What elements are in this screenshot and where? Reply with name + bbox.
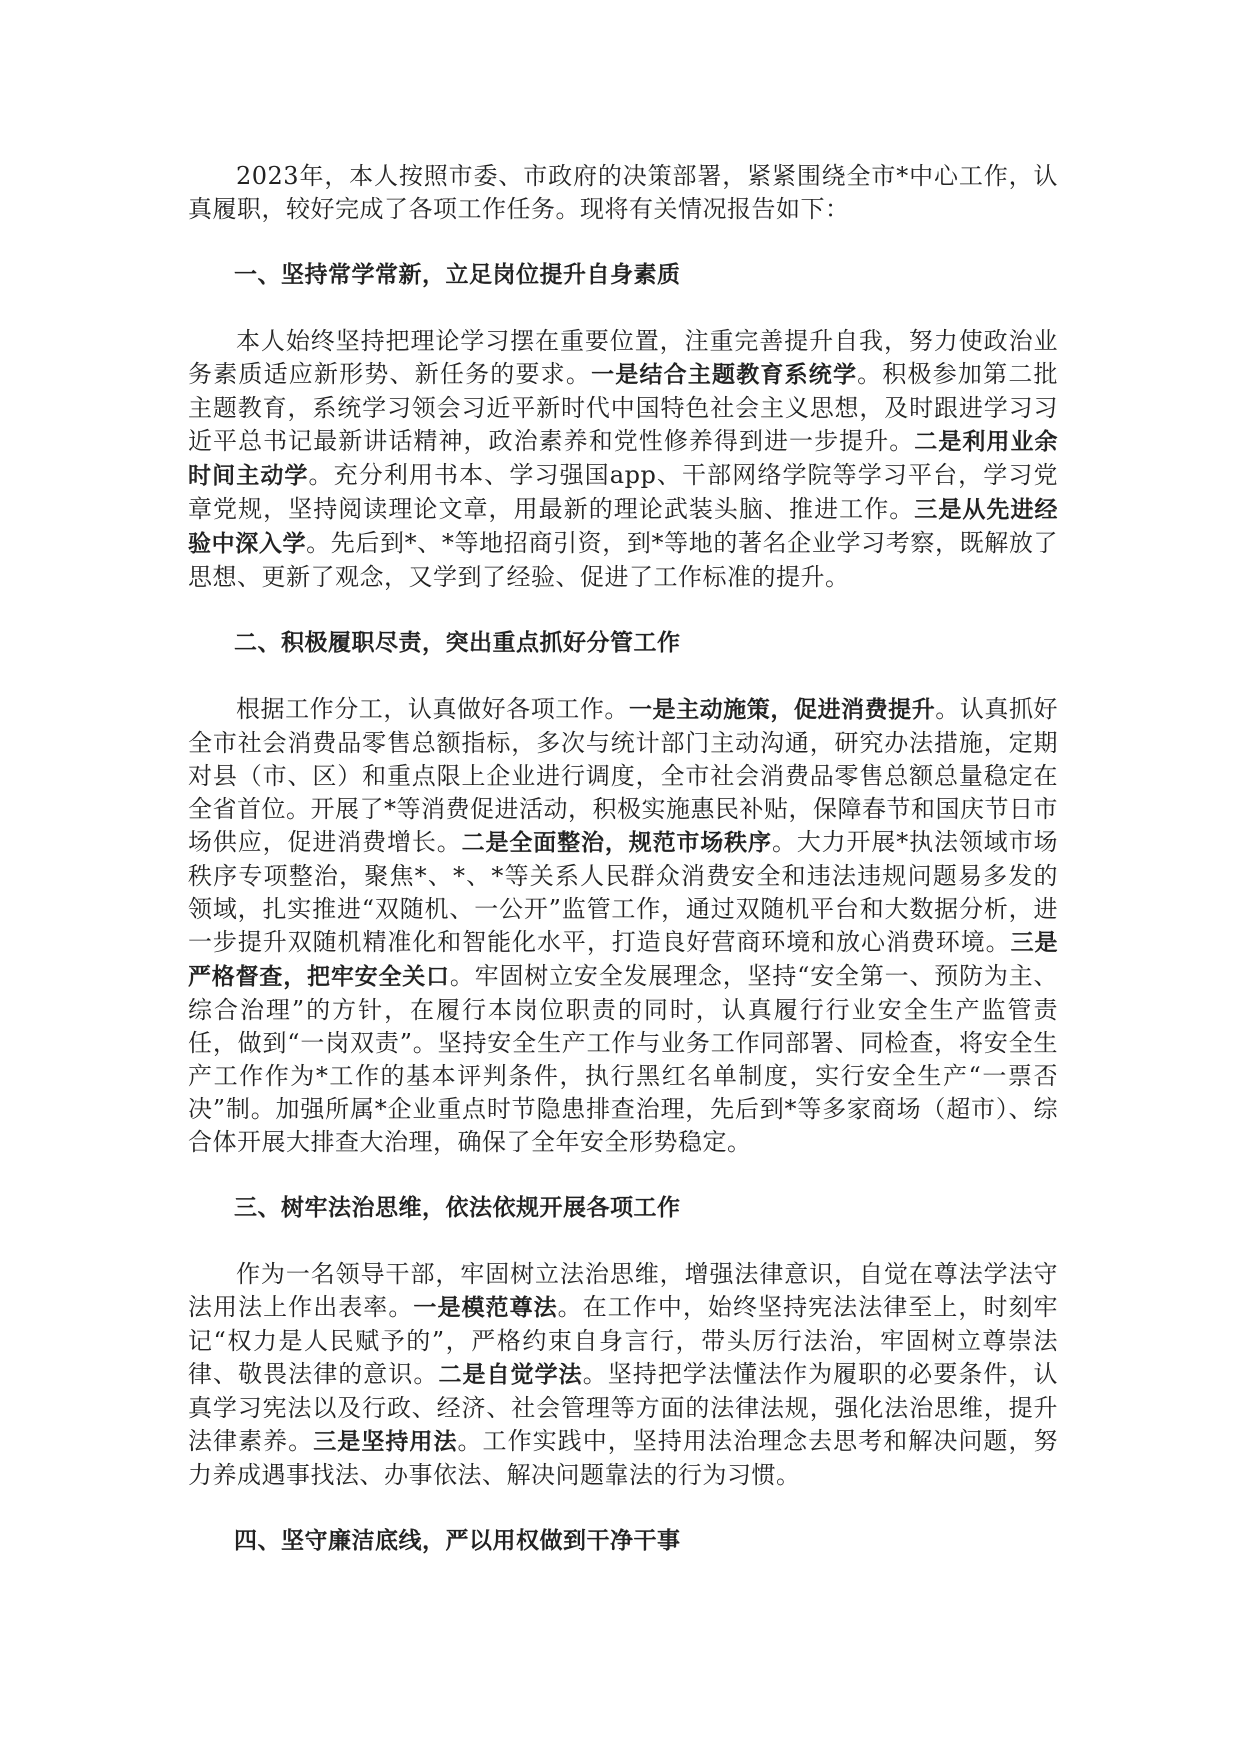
- section-body-1: [188, 325, 1058, 594]
- section-heading-4: 四、坚守廉洁底线，严以用权做到干净干事: [234, 1528, 681, 1554]
- section-body-2: [188, 693, 1058, 1159]
- bold-point: 一是结合主题教育系统学: [591, 362, 858, 388]
- bold-point: 三是严格督查，把牢安全关口: [188, 930, 1059, 990]
- bold-point: 一是模范尊法: [413, 1295, 558, 1321]
- body-text: 。坚持把学法懂法作为履职的必要条件，认真学习宪法以及行政、经济、社会管理等方面的法律法规，强化法治思维，提升法律素养。: [188, 1360, 1059, 1455]
- body-text: 。牢固树立安全发展理念，坚持“安全第一、预防为主、综合治理”的方针，在履行本岗位职责的同时，认真履行行业安全生产监管责任，做到“一岗双责”。坚持安全生产工作与业务工作同部署、同检查，将安全生产工作作为*工作的基本评判条件，执行黑红名单制度，实行安全生产“一票否决”制。加强所属*企业重点时节隐患排查治理，先后到*等多家商场（超市）、综合体开展大排查大治理，确保了全年安全形势稳定。: [188, 962, 1058, 1156]
- body-text: 。先后到*、*等地招商引资，到*等地的著名企业学习考察，既解放了思想、更新了观念，又学到了经验、促进了工作标准的提升。: [188, 529, 1058, 591]
- body-text: 本人始终坚持把理论学习摆在重要位置，注重完善提升自我，努力使政治业务素质适应新形势、新任务的要求。: [188, 327, 1058, 388]
- document-body: [188, 160, 1058, 1591]
- section-heading-1: 一、坚持常学常新，立足岗位提升自身素质: [234, 262, 681, 288]
- body-text: 。工作实践中，坚持用法治理念去思考和解决问题，努力养成遇事找法、办事依法、解决问题靠法的行为习惯。: [188, 1427, 1059, 1489]
- bold-point: 二是利用业余时间主动学: [188, 429, 1059, 489]
- bold-point: 一是主动施策，促进消费提升: [628, 697, 936, 723]
- bold-point: 二是自觉学法: [438, 1362, 583, 1388]
- bold-point: 三是从先进经验中深入学: [188, 497, 1059, 557]
- body-text: 根据工作分工，认真做好各项工作。: [236, 695, 629, 723]
- body-text: 作为一名领导干部，牢固树立法治思维，增强法律意识，自觉在尊法学法守法用法上作出表率。: [188, 1260, 1058, 1321]
- body-text: 。在工作中，始终坚持宪法法律至上，时刻牢记“权力是人民赋予的”，严格约束自身言行，带头厉行法治，牢固树立尊崇法律、敬畏法律的意识。: [188, 1293, 1059, 1388]
- section-heading-3: 三、树牢法治思维，依法依规开展各项工作: [234, 1195, 681, 1221]
- bold-point: 三是坚持用法: [313, 1429, 458, 1455]
- bold-point: 二是全面整治，规范市场秩序: [461, 830, 772, 856]
- body-text: 。大力开展*执法领域市场秩序专项整治，聚焦*、*、*等关系人民群众消费安全和违法违规问题易多发的领域，扎实推进“双随机、一公开”监管工作，通过双随机平台和大数据分析，进一步提升双随机精准化和智能化水平，打造良好营商环境和放心消费环境。: [188, 828, 1059, 956]
- section-heading-2: 二、积极履职尽责，突出重点抓好分管工作: [234, 630, 681, 656]
- intro-paragraph: 2023年，本人按照市委、市政府的决策部署，紧紧围绕全市*中心工作，认真履职，较好完成了各项工作任务。现将有关情况报告如下：: [188, 162, 1058, 223]
- body-text: 。认真抓好全市社会消费品零售总额指标，多次与统计部门主动沟通，研究办法措施，定期对县（市、区）和重点限上企业进行调度，全市社会消费品零售总额总量稳定在全省首位。开展了*等消费促进活动，积极实施惠民补贴，保障春节和国庆节日市场供应，促进消费增长。: [188, 695, 1059, 856]
- section-body-3: [188, 1258, 1058, 1492]
- body-text: 。积极参加第二批主题教育，系统学习领会习近平新时代中国特色社会主义思想，及时跟进学习习近平总书记最新讲话精神，政治素养和党性修养得到进一步提升。: [188, 360, 1059, 455]
- body-text: 。充分利用书本、学习强国app、干部网络学院等学习平台，学习党章党规，坚持阅读理论文章，用最新的理论武装头脑、推进工作。: [188, 461, 1058, 523]
